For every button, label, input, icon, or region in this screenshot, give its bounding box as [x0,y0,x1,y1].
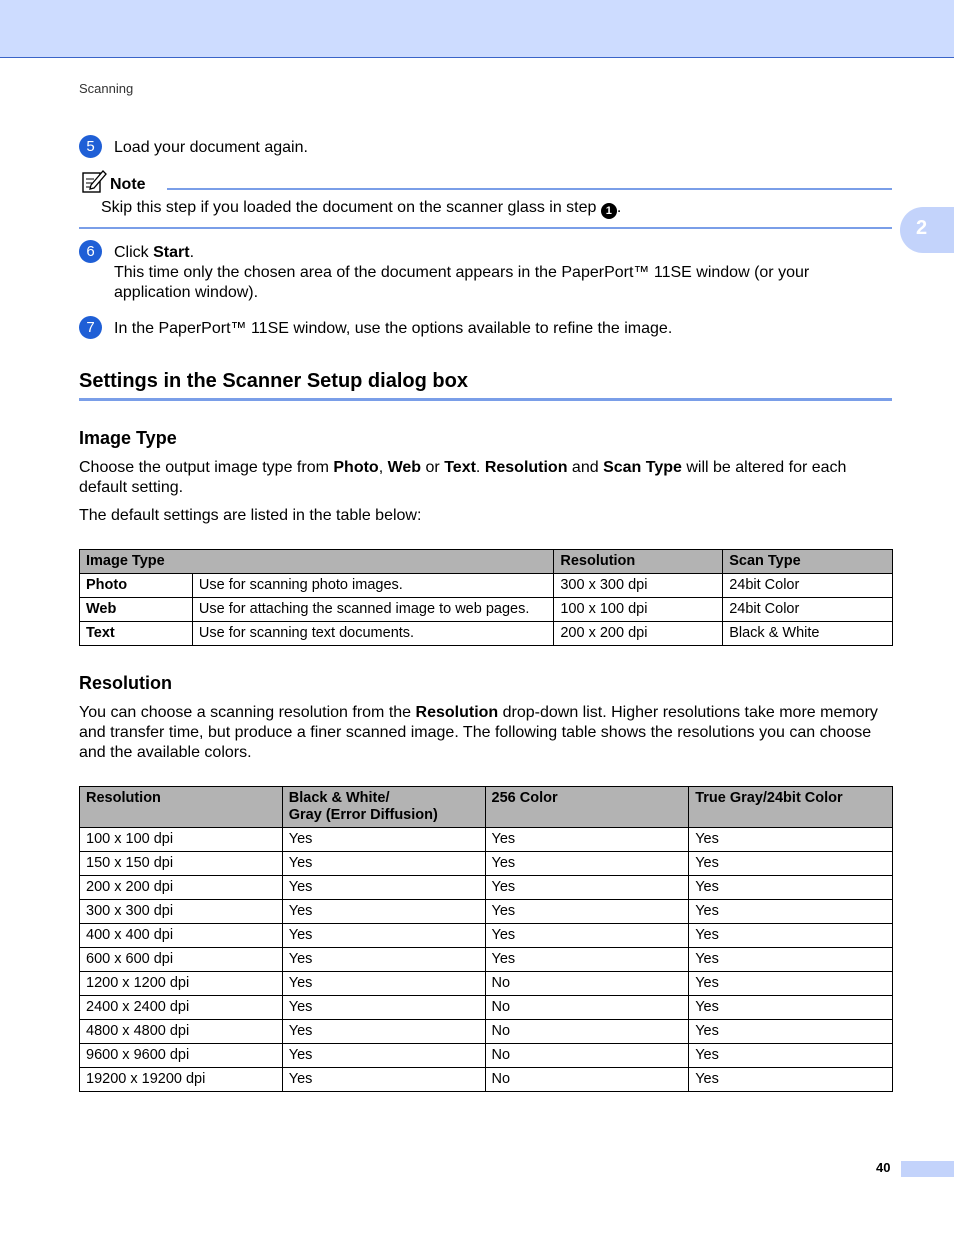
table-cell: Yes [689,948,893,972]
table-cell: No [485,996,689,1020]
note-box [79,170,892,230]
table-header-row [80,787,893,828]
running-head: Scanning [79,81,134,96]
table-row [80,852,893,876]
section-rule [79,398,892,401]
header-band [0,0,954,58]
table-row [80,598,893,622]
table-cell: Yes [689,900,893,924]
table-cell: 2400 x 2400 dpi [80,996,283,1020]
note-label: Note [110,176,146,193]
table-header: Resolution [554,550,723,574]
table-cell: 19200 x 19200 dpi [80,1068,283,1092]
table-cell: Yes [282,1068,485,1092]
table-row [80,948,893,972]
table-row [80,996,893,1020]
table-cell: Yes [689,972,893,996]
resolution-table [79,786,893,1092]
subheading-resolution: Resolution [79,673,172,693]
table-cell: 24bit Color [723,574,893,598]
table-row [80,622,893,646]
table-cell: 300 x 300 dpi [80,900,283,924]
table-cell: Yes [485,852,689,876]
table-cell: 600 x 600 dpi [80,948,283,972]
table-row [80,1044,893,1068]
table-cell: Yes [282,948,485,972]
table-cell: Yes [485,948,689,972]
table-cell: 200 x 200 dpi [80,876,283,900]
table-cell: Yes [689,1020,893,1044]
table-cell: Yes [689,1044,893,1068]
table-cell: No [485,1044,689,1068]
table-cell: No [485,1020,689,1044]
image-type-note: The default settings are listed in the table below: [79,507,422,524]
table-cell: Use for scanning photo images. [192,574,553,598]
table-cell: Yes [282,828,485,852]
table-row [80,574,893,598]
table-cell: Yes [282,876,485,900]
table-header: Black & White/ Gray (Error Diffusion) [282,787,485,828]
table-cell: Use for attaching the scanned image to web pages. [192,598,553,622]
step-text: Load your document again. [114,139,308,156]
step-ref-icon: 1 [601,203,617,219]
table-cell: Text [80,622,193,646]
table-row [80,1068,893,1092]
page-number: 40 [876,1160,891,1175]
table-cell: Yes [689,1068,893,1092]
table-cell: Yes [689,852,893,876]
table-cell: 300 x 300 dpi [554,574,723,598]
chapter-number: 2 [916,217,928,239]
resolution-paragraph: You can choose a scanning resolution from the Resolution drop-down list. Higher resolutions take more memory and transfer time, but produce a finer scanned image. The following table shows the resolutions you can choose and the available colors. [79,704,878,761]
table-cell: 9600 x 9600 dpi [80,1044,283,1068]
table-cell: 4800 x 4800 dpi [80,1020,283,1044]
section-title: Settings in the Scanner Setup dialog box [79,370,468,392]
table-cell: Yes [282,1020,485,1044]
table-row [80,828,893,852]
table-cell: Yes [689,828,893,852]
table-cell: Yes [282,852,485,876]
image-type-table [79,549,893,646]
table-row [80,876,893,900]
table-cell: No [485,1068,689,1092]
table-cell: 400 x 400 dpi [80,924,283,948]
table-header: Scan Type [723,550,893,574]
table-header: Resolution [80,787,283,828]
table-cell: Yes [282,996,485,1020]
table-cell: 100 x 100 dpi [554,598,723,622]
note-rule-bottom [79,227,892,229]
table-cell: Yes [282,1044,485,1068]
table-cell: Yes [485,924,689,948]
table-cell: Use for scanning text documents. [192,622,553,646]
table-cell: 150 x 150 dpi [80,852,283,876]
table-cell: Yes [485,876,689,900]
table-cell: 1200 x 1200 dpi [80,972,283,996]
table-row [80,1020,893,1044]
table-header: Image Type [80,550,554,574]
table-cell: Photo [80,574,193,598]
chapter-tab [900,207,954,253]
table-header: 256 Color [485,787,689,828]
table-header: True Gray/24bit Color [689,787,893,828]
step-number-icon: 6 [79,240,102,263]
table-cell: Yes [689,876,893,900]
table-row [80,924,893,948]
note-rule-top [167,188,892,190]
table-cell: 200 x 200 dpi [554,622,723,646]
step-number-icon: 7 [79,316,102,339]
step-text: In the PaperPort™ 11SE window, use the options available to refine the image. [114,320,673,337]
table-header-row [80,550,893,574]
table-cell: 24bit Color [723,598,893,622]
table-cell: Web [80,598,193,622]
table-cell: Yes [689,996,893,1020]
table-cell: Black & White [723,622,893,646]
table-cell: No [485,972,689,996]
table-cell: 100 x 100 dpi [80,828,283,852]
footer-band [901,1161,954,1177]
step-number-icon: 5 [79,135,102,158]
table-cell: Yes [485,828,689,852]
table-cell: Yes [282,900,485,924]
table-cell: Yes [282,924,485,948]
table-cell: Yes [485,900,689,924]
resolution-table-body [80,828,893,1092]
table-row [80,972,893,996]
table-row [80,900,893,924]
table-cell: Yes [282,972,485,996]
table-cell: Yes [689,924,893,948]
note-pencil-icon [81,170,107,194]
step-text: Click Start. This time only the chosen area of the document appears in the PaperPort™ 11SE window (or your application window). [114,244,810,301]
image-type-paragraph: Choose the output image type from Photo, Web or Text. Resolution and Scan Type will be altered for each default setting. [79,459,847,496]
subheading-image-type: Image Type [79,428,177,448]
note-text: Skip this step if you loaded the document on the scanner glass in step 1 . [101,199,622,217]
